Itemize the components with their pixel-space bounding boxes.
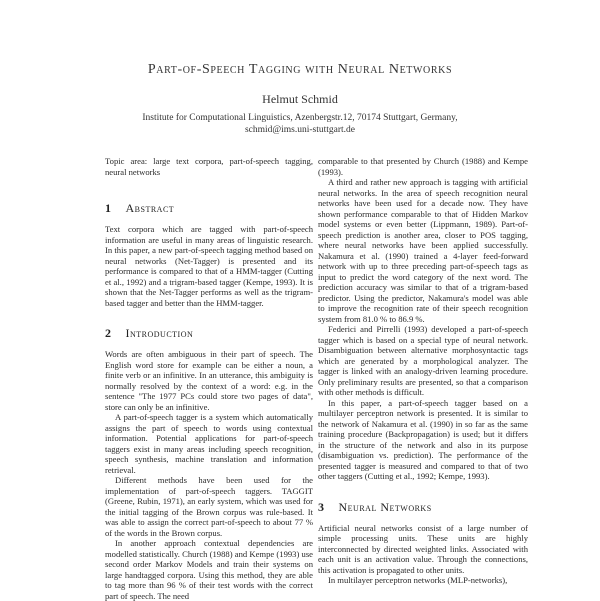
body-paragraph: Federici and Pirrelli (1993) developed a part-of-speech tagger which is based on a special type of neural network. Disambiguation between alternative morphosyntactic tags which are generated by a morphological analyzer. The tagger is linked with an analogy-driven learning procedure. Only preliminary results are presented, so that a comparison with other methods is difficult. <box>318 324 528 397</box>
affiliation <box>0 112 600 136</box>
section-title: Neural Networks <box>338 499 432 514</box>
intro-paragraph: Words are often ambiguous in their part of speech. The English word store for example can be either a noun, a finite verb or an infinitive. In an utterance, this ambiguity is normally resolved by the context of a word: e.g. in the sentence "The 1977 PCs could store two pages of data", store can only be an infinitive. <box>105 349 313 412</box>
section-number: 1 <box>105 201 112 215</box>
affiliation-address: Institute for Computational Linguistics, Azenbergstr.12, 70174 Stuttgart, Germany, <box>142 113 458 123</box>
intro-paragraph: Different methods have been used for the implementation of part-of-speech taggers. TAGGIT (Greene, Rubin, 1971), an early system, which was used for the initial tagging of the Brown corpus was rule-based. It was able to assign the correct part-of-speech to about 77 % of the words in the Brown corpus. <box>105 475 313 538</box>
keywords: Topic area: large text corpora, part-of-speech tagging, neural networks <box>105 156 313 177</box>
body-paragraph: A third and rather new approach is tagging with artificial neural networks. In the area of speech recognition neural networks have been used for a decade now. They have shown performance comparable to that of Hidden Markov model systems or even better (Lippmann, 1989). Part-of-speech prediction is another area, closer to POS tagging, where neural networks have been applied successfully. Nakamura et al. (1990) trained a 4-layer feed-forward network with up to three preceding part-of-speech tags as input to predict the word category of the next word. The prediction accuracy was similar to that of a trigram-based predictor. Using the predictor, Nakamura's model was able to improve the recognition rate of their speech recognition system from 81.0 % to 86.9 %. <box>318 177 528 324</box>
body-paragraph: In this paper, a part-of-speech tagger based on a multilayer perceptron network is presented. It is similar to the network of Nakamura et al. (1990) in so far as the same training procedure (Backpropagation) is used; but it differs in the structure of the network and also in its purpose (disambiguation vs. prediction). The performance of the presented tagger is measured and compared to that of two other taggers (Cutting et al., 1992; Kempe, 1993). <box>318 397 528 481</box>
abstract-text: Text corpora which are tagged with part-of-speech information are useful in many areas of linguistic research. In this paper, a new part-of-speech tagging method based on neural networks (Net-Tagger) is presented and its performance is compared to that of a HMM-tagger (Cutting et al., 1992) and a trigram-based tagger (Kempe, 1993). It is shown that the Net-Tagger performs as well as the trigram-based tagger and better than the HMM-tagger. <box>105 224 313 308</box>
intro-paragraph: A part-of-speech tagger is a system which automatically assigns the part of speech to words using contextual information. Potential applications for part-of-speech taggers exist in many areas including speech recognition, speech synthesis, machine translation and information retrieval. <box>105 412 313 475</box>
right-column <box>318 156 528 586</box>
paper-author: Helmut Schmid <box>262 92 338 106</box>
section-title: Introduction <box>125 326 194 340</box>
body-paragraph: Artificial neural networks consist of a large number of simple processing units. These units are highly interconnected by directed weighted links. Associated with each unit is an activation value. Through the connections, this activation is propagated to other units. <box>318 522 528 575</box>
body-paragraph: comparable to that presented by Church (1988) and Kempe (1993). <box>318 156 528 177</box>
section-title: Abstract <box>125 201 175 215</box>
paper-title: Part-of-Speech Tagging with Neural Networks <box>147 62 453 77</box>
section-heading-introduction <box>105 326 313 341</box>
affiliation-email: schmid@ims.uni-stuttgart.de <box>244 125 356 135</box>
body-paragraph: In multilayer perceptron networks (MLP-networks), <box>328 575 508 585</box>
intro-paragraph: In another approach contextual dependencies are modelled statistically. Church (1988) and Kempe (1993) use second order Markov Models and train their systems on large handtagged corpora. Using this method, they are able to tag more than 96 % of their test words with the correct part of speech. The need <box>105 538 313 601</box>
section-number: 2 <box>105 326 112 340</box>
section-heading-abstract <box>105 201 313 216</box>
left-column <box>105 156 313 601</box>
section-number: 3 <box>318 499 325 514</box>
section-heading-neural-networks <box>318 500 528 515</box>
